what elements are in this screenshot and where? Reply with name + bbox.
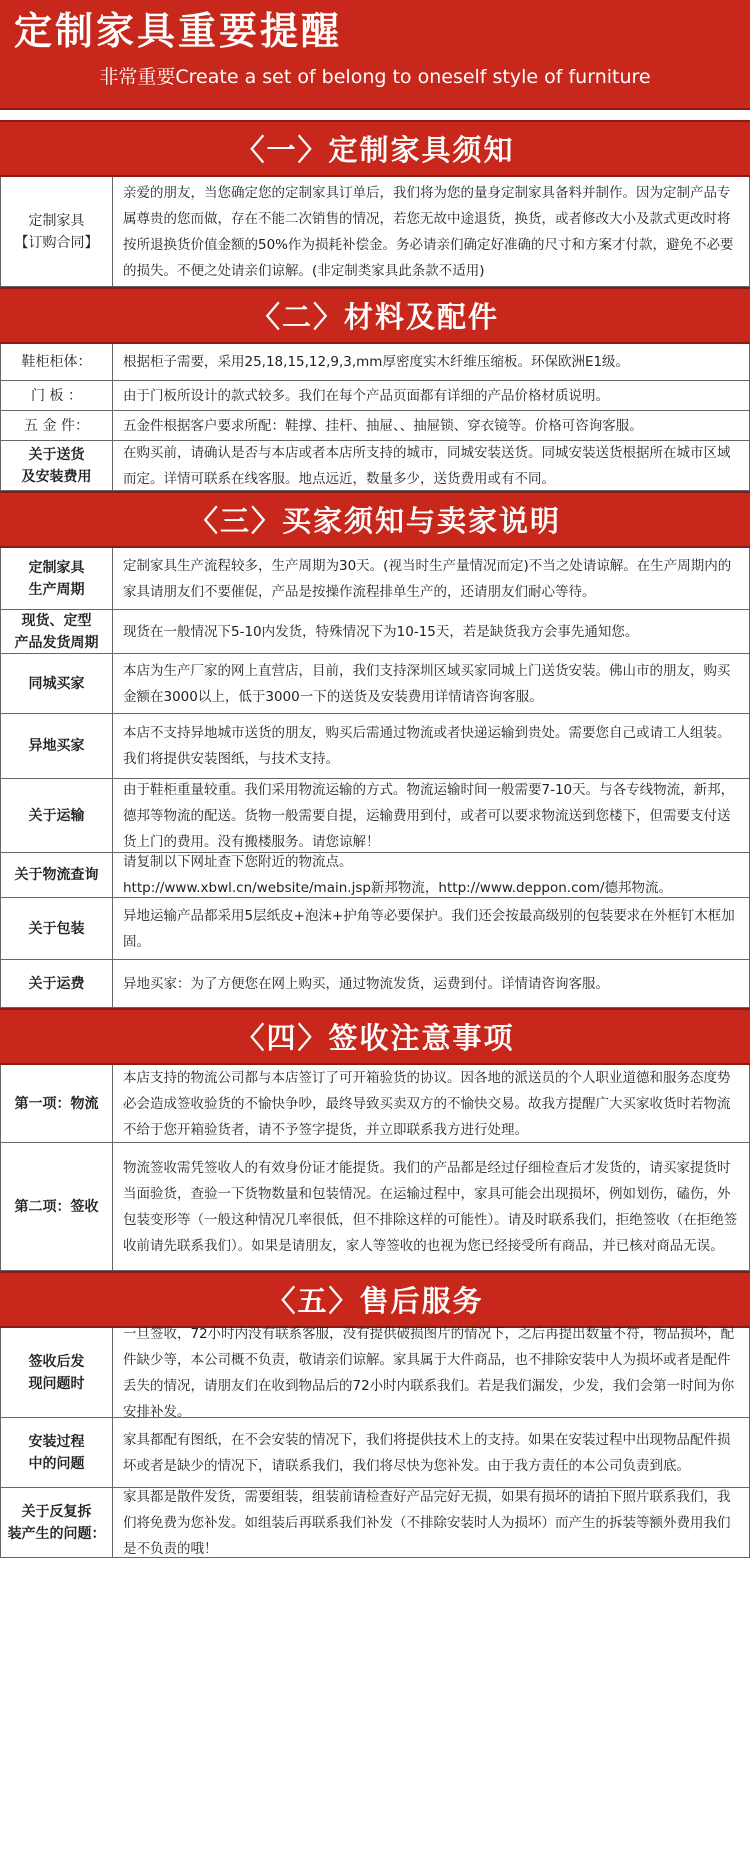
row-content xyxy=(113,548,749,609)
table-row xyxy=(1,1488,749,1558)
row-text: 本店支持的物流公司都与本店签订了可开箱验货的协议。因各地的派送员的个人职业道德和服务态度势必会造成签收验货的不愉快争吵，最终导致买卖双方的不愉快交易。故我方提醒广大买家收货时若物流不给于您开箱验货者，请不予签字提货，并立即联系我方进行处理。 xyxy=(123,1069,731,1138)
table-row xyxy=(1,411,749,441)
table-row xyxy=(1,441,749,491)
section-table xyxy=(0,548,750,1008)
row-content xyxy=(113,1325,749,1420)
section-header: 〈三〉买家须知与卖家说明 xyxy=(0,491,750,548)
table-row xyxy=(1,654,749,714)
section-table xyxy=(0,1325,750,1558)
table-row xyxy=(1,381,749,411)
row-content xyxy=(113,381,749,410)
section-table xyxy=(0,1065,750,1271)
row-content xyxy=(113,960,749,1007)
table-row xyxy=(1,853,749,898)
row-text: 家具都配有图纸，在不会安装的情况下，我们将提供技术上的支持。如果在安装过程中出现物品配件损坏或者是缺少的情况下，请联系我们，我们将尽快为您补发。由于我方责任的本公司负责到底。 xyxy=(123,1431,731,1474)
row-text: 根据柜子需要，采用25,18,15,12,9,3,mm厚密度实木纤维压缩板。环保欧洲E1级。 xyxy=(123,354,630,370)
table-row xyxy=(1,177,749,287)
row-label: 鞋柜柜体： xyxy=(1,344,113,380)
row-text: 异地运输产品都采用5层纸皮+泡沫+护角等必要保护。我们还会按最高级别的包装要求在外框钉木框加固。 xyxy=(123,907,735,950)
row-content xyxy=(113,344,749,380)
row-content xyxy=(113,779,749,852)
section-table xyxy=(0,177,750,287)
row-text: 异地买家：为了方便您在网上购买，通过物流发货，运费到付。详情请咨询客服。 xyxy=(123,975,609,992)
row-text: 本店为生产厂家的网上直营店，目前，我们支持深圳区域买家同城上门送货安装。佛山市的朋友，购买金额在3000以上，低于3000一下的送货及安装费用详情请咨询客服。 xyxy=(123,662,731,705)
row-content xyxy=(113,411,749,440)
row-label: 定制家具 【订购合同】 xyxy=(1,177,113,286)
banner-title: 定制家具重要提醒 xyxy=(14,9,343,53)
section-header: 〈四〉签收注意事项 xyxy=(0,1008,750,1065)
section-header: 〈二〉材料及配件 xyxy=(0,287,750,344)
row-label: 安装过程 中的问题 xyxy=(1,1418,113,1487)
table-row xyxy=(1,1418,749,1488)
row-content xyxy=(113,714,749,778)
table-row xyxy=(1,1325,749,1420)
row-content xyxy=(113,853,749,897)
row-label: 关于物流查询 xyxy=(1,853,113,897)
top-banner xyxy=(0,0,750,110)
table-row xyxy=(1,779,749,853)
row-text: 现货在一般情况下5-10内发货，特殊情况下为10-15天，若是缺货我方会事先通知您。 xyxy=(123,623,639,640)
row-content xyxy=(113,1143,749,1270)
row-label: 关于反复拆 装产生的问题： xyxy=(1,1488,113,1557)
table-row xyxy=(1,1065,749,1143)
row-label: 关于送货 及安装费用 xyxy=(1,441,113,490)
section-header: 〈一〉定制家具须知 xyxy=(0,120,750,177)
table-row xyxy=(1,898,749,960)
row-text: 亲爱的朋友，当您确定您的定制家具订单后，我们将为您的量身定制家具备料并制作。因为定制产品专属尊贵的您而做，存在不能二次销售的情况，若您无故中途退货，换货，或者修改大小及款式更改时将按所退换货价值金额的50%作为损耗补偿金。务必请亲们确定好准确的尺寸和方案才付款，避免不必要的损失。不便之处请亲们谅解。(非定制类家具此条款不适用) xyxy=(123,184,734,279)
row-label: 第二项：签收 xyxy=(1,1143,113,1270)
row-label: 五 金 件： xyxy=(1,411,113,440)
row-text: 在购买前，请确认是否与本店或者本店所支持的城市，同城安装送货。同城安装送货根据所在城市区域而定。详情可联系在线客服。地点远近，数量多少，送货费用或有不同。 xyxy=(123,444,731,487)
spacer xyxy=(0,110,750,120)
table-row xyxy=(1,610,749,654)
banner-subtitle: 非常重要Create a set of belong to oneself style of furniture xyxy=(99,66,651,88)
table-row xyxy=(1,714,749,779)
section-table xyxy=(0,344,750,491)
row-text: 一旦签收，72小时内没有联系客服，没有提供破损图片的情况下，之后再提出数量不符，物品损坏，配件缺少等，本公司概不负责，敬请亲们谅解。家具属于大件商品，也不排除安装中人为损坏或者是配件丢失的情况，请朋友们在收到物品后的72小时内联系我们。若是我们漏发，少发，我们会第一时间为你安排补发。 xyxy=(123,1325,735,1420)
row-text: 由于门板所设计的款式较多。我们在每个产品页面都有详细的产品价格材质说明。 xyxy=(123,387,609,404)
row-label: 第一项：物流 xyxy=(1,1065,113,1142)
row-label: 定制家具 生产周期 xyxy=(1,548,113,609)
row-label: 同城买家 xyxy=(1,654,113,713)
row-text: 由于鞋柜重量较重。我们采用物流运输的方式。物流运输时间一般需要7-10天。与各专线物流，新邦，德邦等物流的配送。货物一般需要自提，运输费用到付，或者可以要求物流送到您楼下，但需要支付送货上门的费用。没有搬楼服务。请您谅解！ xyxy=(123,781,735,850)
row-content xyxy=(113,654,749,713)
table-row xyxy=(1,548,749,610)
row-label: 签收后发 现问题时 xyxy=(1,1328,113,1417)
row-label: 异地买家 xyxy=(1,714,113,778)
row-content xyxy=(113,1418,749,1487)
row-content xyxy=(113,1488,749,1557)
row-content xyxy=(113,177,749,286)
row-content xyxy=(113,441,749,490)
row-text: 本店不支持异地城市送货的朋友，购买后需通过物流或者快递运输到贵处。需要您自己或请工人组装。我们将提供安装图纸，与技术支持。 xyxy=(123,725,731,767)
section-header: 〈五〉售后服务 xyxy=(0,1271,750,1328)
row-content xyxy=(113,610,749,653)
row-label: 现货、定型 产品发货周期 xyxy=(1,610,113,653)
row-text: 五金件根据客户要求所配：鞋撑、挂杆、抽屉、、抽屉锁、穿衣镜等。价格可咨询客服。 xyxy=(123,417,643,434)
table-row xyxy=(1,1143,749,1271)
table-row xyxy=(1,344,749,381)
row-content xyxy=(113,898,749,959)
row-label: 门 板 ： xyxy=(1,381,113,410)
row-text: 物流签收需凭签收人的有效身份证才能提货。我们的产品都是经过仔细检查后才发货的，请买家提货时当面验货，查验一下货物数量和包装情况。在运输过程中，家具可能会出现损坏，例如划伤，磕伤，外包装变形等（一般这种情况几率很低，但不排除这样的可能性）。请及时联系我们，拒绝签收（在拒绝签收前请先联系我们）。如果是请朋友，家人等签收的也视为您已经接受所有商品，并已核对商品无误。 xyxy=(123,1159,738,1254)
row-label: 关于运费 xyxy=(1,960,113,1007)
row-text: 请复制以下网址查下您附近的物流点。 http://www.xbwl.cn/website/main.jsp新邦物流，http://www.deppon.com/德邦物流。 xyxy=(123,854,672,896)
row-text: 定制家具生产流程较多，生产周期为30天。(视当时生产量情况而定)不当之处请谅解。在生产周期内的家具请朋友们不要催促，产品是按操作流程排单生产的，还请朋友们耐心等待。 xyxy=(123,557,732,600)
row-label: 关于包装 xyxy=(1,898,113,959)
row-content xyxy=(113,1065,749,1142)
row-label: 关于运输 xyxy=(1,779,113,852)
sections-container xyxy=(0,120,750,1558)
row-text: 家具都是散件发货，需要组装，组装前请检查好产品完好无损，如果有损坏的请拍下照片联系我们，我们将免费为您补发。如组装后再联系我们补发（不排除安装时人为损坏）而产生的拆装等额外费用我们是不负责的哦！ xyxy=(123,1488,731,1557)
table-row xyxy=(1,960,749,1008)
